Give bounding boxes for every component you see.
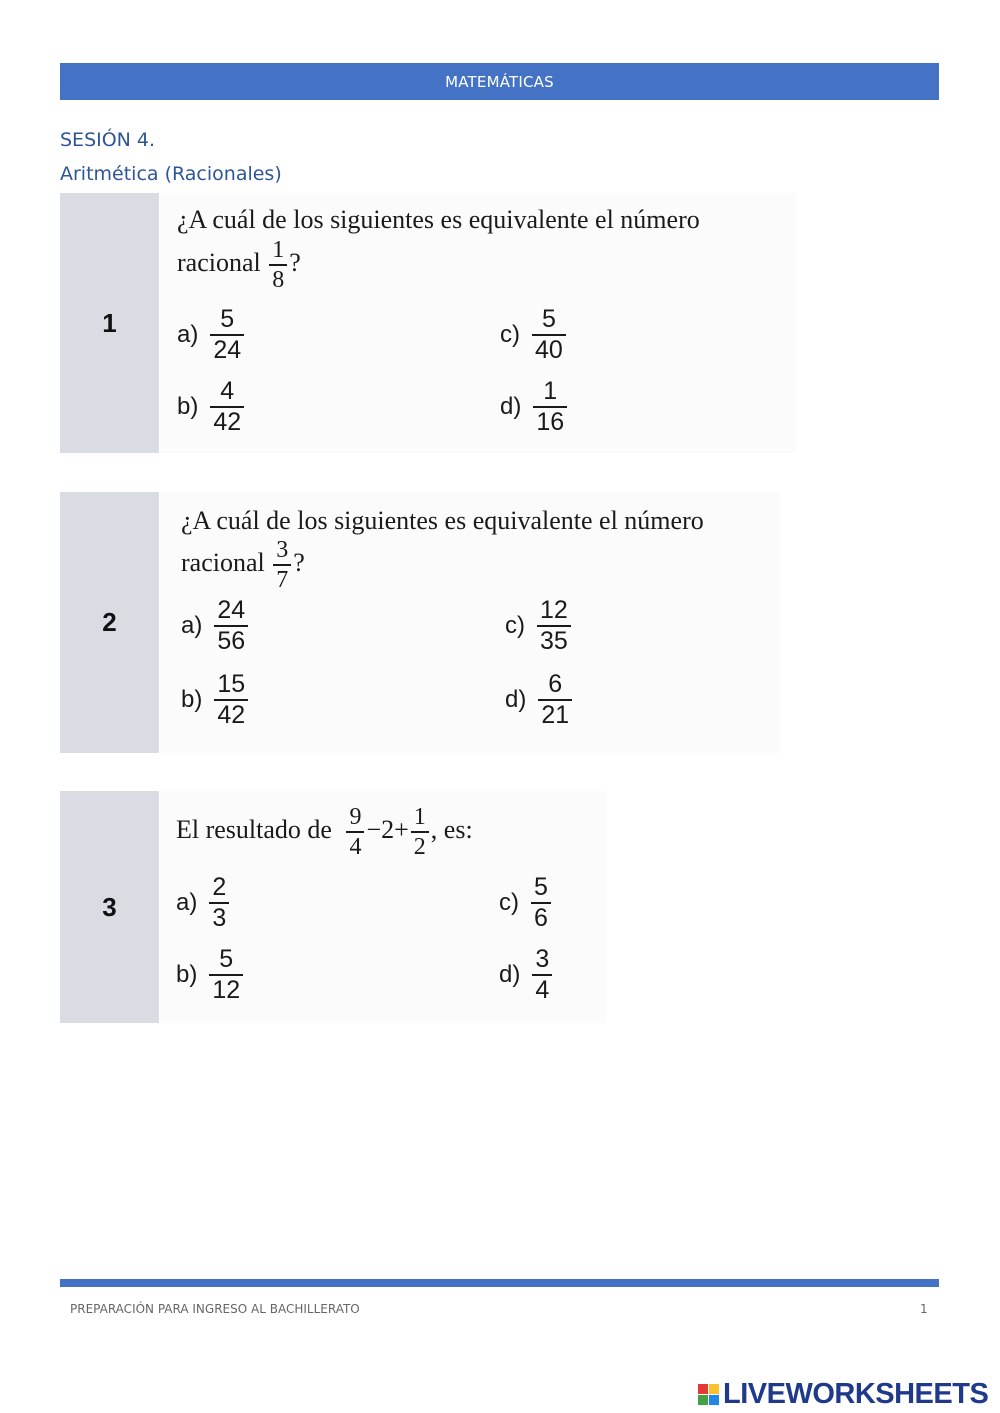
fraction-denominator: 35 xyxy=(537,625,571,654)
option-fraction xyxy=(531,875,551,931)
fraction-denominator: 21 xyxy=(538,699,572,728)
question-number-3: 3 xyxy=(60,791,159,1023)
question-1-text: ¿A cuál de los siguientes es equivalente el número xyxy=(177,205,700,234)
option-2a[interactable] xyxy=(181,598,250,654)
header-bar xyxy=(60,63,939,100)
fraction-denominator: 4 xyxy=(532,974,552,1003)
fraction-numerator: 1 xyxy=(413,804,426,830)
fraction-numerator: 1 xyxy=(543,377,558,405)
option-fraction xyxy=(532,307,566,363)
question-2-panel xyxy=(160,492,780,753)
question-3-prefix: El resultado de xyxy=(176,814,332,844)
expression-fraction-2 xyxy=(411,805,429,859)
option-fraction xyxy=(532,947,552,1003)
option-letter: a) xyxy=(176,889,198,916)
expression-fraction-1 xyxy=(346,805,364,859)
option-letter: d) xyxy=(499,961,521,988)
question-2-text-line2 xyxy=(181,538,305,592)
fraction-denominator: 12 xyxy=(209,974,243,1003)
fraction-numerator: 5 xyxy=(541,305,556,333)
option-fraction xyxy=(214,672,248,728)
fraction-numerator: 4 xyxy=(220,377,235,405)
logo-square-v xyxy=(698,1395,708,1405)
question-1-panel xyxy=(160,193,796,453)
option-2b[interactable] xyxy=(181,672,250,728)
option-3a[interactable] xyxy=(176,875,231,931)
liveworksheets-brand[interactable] xyxy=(698,1378,988,1411)
option-1a[interactable] xyxy=(177,307,246,363)
fraction-numerator: 9 xyxy=(349,804,362,830)
question-2-suffix: ? xyxy=(293,547,305,577)
option-3b[interactable] xyxy=(176,947,245,1003)
question-number-2: 2 xyxy=(60,492,159,753)
option-letter: b) xyxy=(176,961,198,988)
session-title: SESIÓN 4. xyxy=(60,129,156,151)
footer-text: PREPARACIÓN PARA INGRESO AL BACHILLERATO xyxy=(70,1302,360,1316)
option-2d[interactable] xyxy=(505,672,574,728)
question-number-1: 1 xyxy=(60,193,159,453)
option-fraction xyxy=(214,598,248,654)
question-1-fraction xyxy=(269,238,287,292)
fraction-numerator: 5 xyxy=(534,873,548,901)
question-1-racional: racional xyxy=(177,247,261,277)
logo-square-i xyxy=(709,1384,719,1394)
fraction-numerator: 2 xyxy=(212,873,227,901)
option-1c[interactable] xyxy=(500,307,568,363)
fraction-denominator: 16 xyxy=(533,406,567,435)
fraction-denominator: 42 xyxy=(214,699,248,728)
question-1-suffix: ? xyxy=(289,247,301,277)
question-2-fraction xyxy=(273,538,291,592)
fraction-denominator: 2 xyxy=(411,831,429,859)
option-letter: b) xyxy=(181,686,203,713)
question-2-racional: racional xyxy=(181,547,265,577)
page-number: 1 xyxy=(920,1302,928,1316)
expression-middle: −2+ xyxy=(366,814,409,844)
fraction-denominator: 4 xyxy=(346,831,364,859)
option-letter: c) xyxy=(500,321,520,348)
fraction-denominator: 40 xyxy=(532,334,566,363)
fraction-numerator: 6 xyxy=(548,670,563,698)
fraction-numerator: 5 xyxy=(219,945,234,973)
fraction-denominator: 8 xyxy=(269,264,287,292)
option-letter: a) xyxy=(181,612,203,639)
option-fraction xyxy=(209,947,243,1003)
option-letter: c) xyxy=(499,889,519,916)
option-fraction xyxy=(210,379,244,435)
fraction-numerator: 24 xyxy=(217,596,246,624)
option-3d[interactable] xyxy=(499,947,554,1003)
logo-square-l xyxy=(698,1384,708,1394)
fraction-numerator: 12 xyxy=(540,596,568,624)
option-3c[interactable] xyxy=(499,875,553,931)
fraction-numerator: 5 xyxy=(220,305,235,333)
fraction-numerator: 3 xyxy=(535,945,550,973)
option-fraction xyxy=(533,379,567,435)
header-title: MATEMÁTICAS xyxy=(445,72,554,91)
fraction-denominator: 24 xyxy=(210,334,244,363)
question-2-text: ¿A cuál de los siguientes es equivalente el número xyxy=(181,506,704,535)
option-fraction xyxy=(209,875,229,931)
fraction-numerator: 3 xyxy=(276,537,289,563)
option-letter: d) xyxy=(500,393,522,420)
session-subtitle: Aritmética (Racionales) xyxy=(60,163,282,185)
option-letter: a) xyxy=(177,321,199,348)
option-fraction xyxy=(537,598,571,654)
option-letter: d) xyxy=(505,686,527,713)
liveworksheets-logo-icon xyxy=(698,1384,719,1405)
fraction-numerator: 1 xyxy=(272,237,285,263)
expression-suffix: , es: xyxy=(430,814,473,844)
fraction-denominator: 7 xyxy=(273,564,291,592)
option-fraction xyxy=(538,672,572,728)
option-fraction xyxy=(210,307,244,363)
option-letter: b) xyxy=(177,393,199,420)
question-1-text-line2 xyxy=(177,238,301,292)
question-3-panel xyxy=(160,791,606,1023)
fraction-denominator: 3 xyxy=(209,902,229,931)
logo-square-e xyxy=(709,1395,719,1405)
footer-line xyxy=(60,1279,939,1287)
question-3-text xyxy=(176,805,473,859)
brand-name: LIVEWORKSHEETS xyxy=(723,1378,989,1410)
fraction-denominator: 6 xyxy=(531,902,551,931)
fraction-denominator: 56 xyxy=(214,625,248,654)
option-1b[interactable] xyxy=(177,379,246,435)
fraction-numerator: 15 xyxy=(217,670,246,698)
fraction-denominator: 42 xyxy=(210,406,244,435)
option-2c[interactable] xyxy=(505,598,573,654)
option-letter: c) xyxy=(505,612,525,639)
option-1d[interactable] xyxy=(500,379,569,435)
